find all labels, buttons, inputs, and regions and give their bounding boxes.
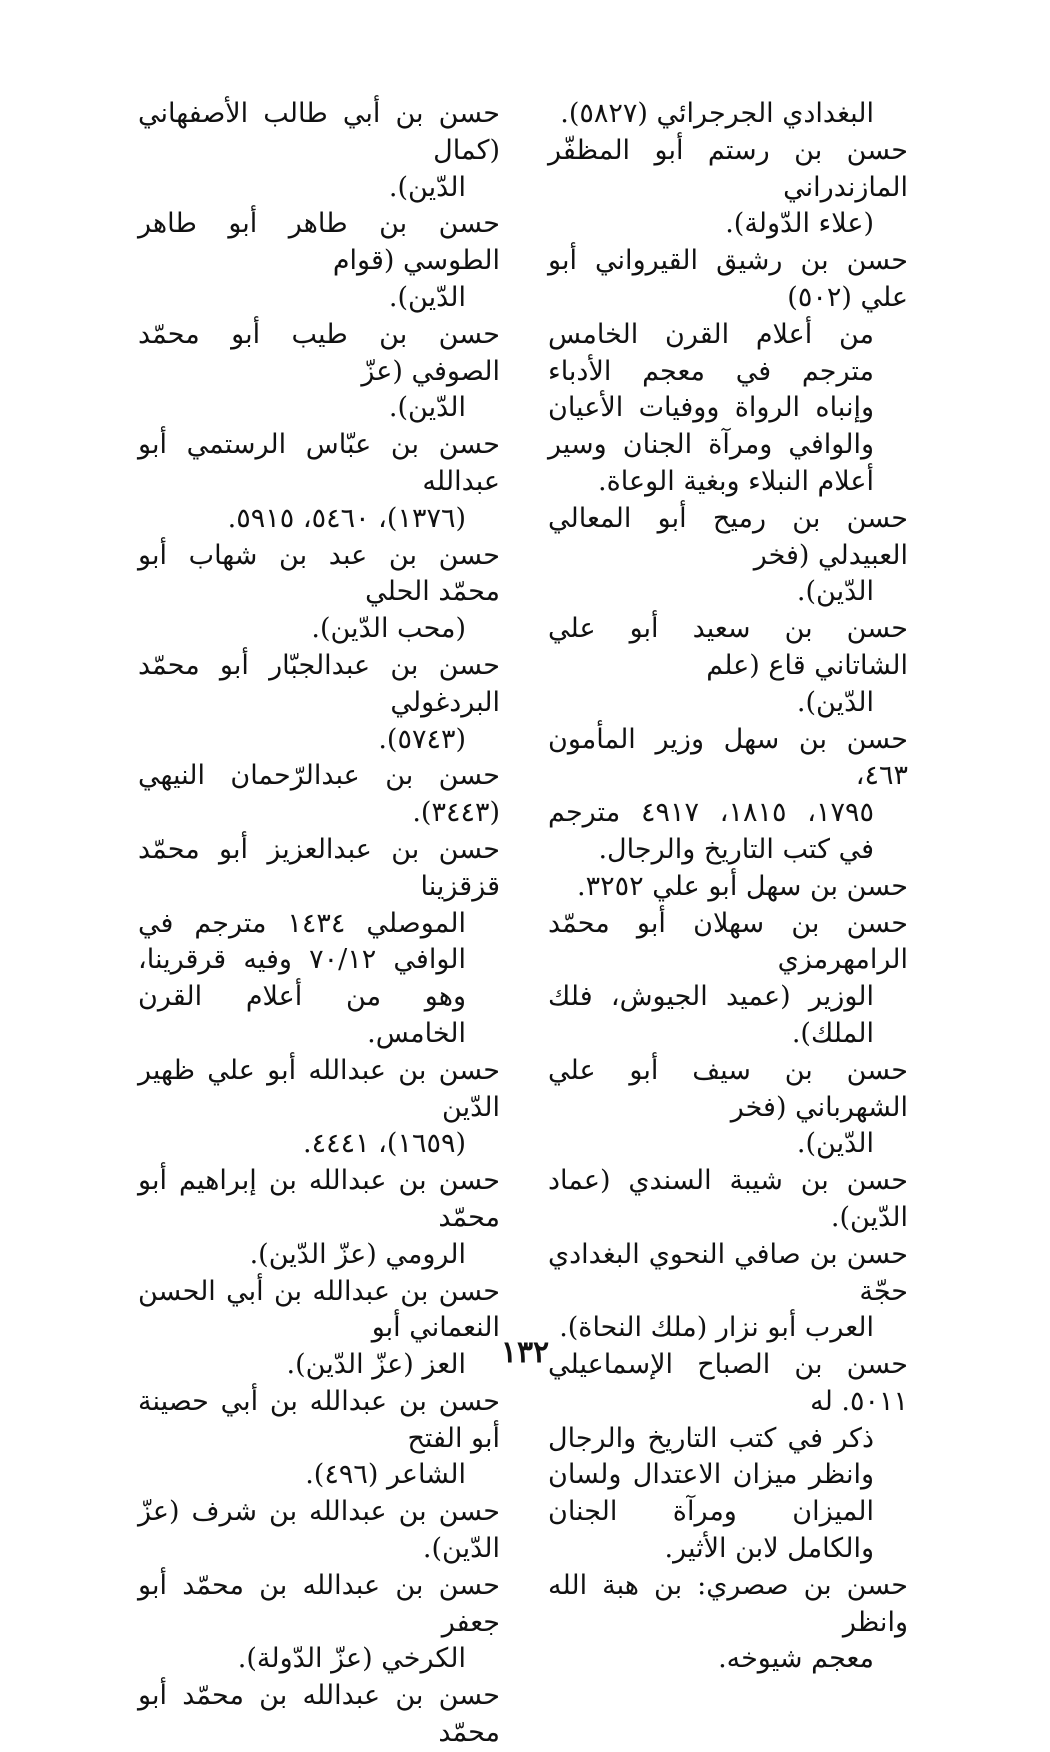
index-entry xyxy=(138,648,500,758)
index-entry xyxy=(548,501,908,611)
entry-heading-line: حسن بن الصباح الإسماعيلي ٥٠١١. له xyxy=(548,1349,908,1417)
entry-heading-line: حسن بن عبد بن شهاب أبو محمّد الحلي xyxy=(138,539,500,608)
entry-heading-line: حسن بن سهل وزير المأمون ٤٦٣، xyxy=(548,723,908,792)
entry-continuation: الدّين). xyxy=(388,281,466,313)
entry-heading-line: حسن بن عبدالرّحمان النيهي (٣٤٤٣). xyxy=(138,760,500,829)
entry-heading-line: حسن بن عبدالله بن أبي الحسن النعماني أبو xyxy=(138,1275,500,1344)
entry-heading-line: حسن بن عبدالله بن شرف (عزّ الدّين). xyxy=(138,1496,500,1565)
index-entry xyxy=(548,1237,908,1347)
entry-continuation: العرب أبو نزار (ملك النحاة). xyxy=(559,1312,874,1344)
index-entry xyxy=(548,1347,908,1568)
entry-continuation: الدّين). xyxy=(796,1128,874,1160)
right-column xyxy=(548,96,908,1678)
index-entry xyxy=(548,722,908,869)
entry-continuation: (٥٧٤٣). xyxy=(378,723,466,755)
entry-continuation: العز (عزّ الدّين). xyxy=(286,1349,466,1381)
entry-heading-line: حسن بن رميح أبو المعالي العبيدلي (فخر xyxy=(548,502,908,571)
index-entry xyxy=(138,538,500,648)
index-entry xyxy=(548,243,908,501)
entry-continuation: الدّين). xyxy=(796,686,874,718)
entry-heading-line: حسن بن عبدالجبّار أبو محمّد البردغولي xyxy=(138,649,500,718)
entry-continuation: الدّين). xyxy=(796,576,874,608)
entry-continuation: (١٣٧٦)، ٥٤٦٠، ٥٩١٥. xyxy=(227,502,466,534)
entry-heading-line: حسن بن رشيق القيرواني أبو علي (٥٠٢) xyxy=(548,245,908,313)
entry-continuation: (علاء الدّولة). xyxy=(725,208,874,240)
index-entry xyxy=(138,427,500,537)
entry-continuation: الدّين). xyxy=(388,392,466,424)
index-entry xyxy=(548,611,908,721)
entry-heading-line: حسن بن رستم أبو المظفّر المازندراني xyxy=(548,134,908,203)
entry-heading-line: حسن بن عبّاس الرستمي أبو عبدالله xyxy=(138,429,500,497)
entry-heading-line: حسن بن صصري: بن هبة الله وانظر xyxy=(548,1569,908,1638)
index-entry xyxy=(138,1494,500,1568)
entry-continuation: الموصلي ١٤٣٤ مترجم في الوافي ٧٠/١٢ وفيه قرقرينا، وهو من أعلام القرن الخامس. xyxy=(138,907,466,1049)
entry-heading-line: حسن بن عبدالله بن أبي حصينة أبو الفتح xyxy=(138,1385,500,1454)
index-entry xyxy=(138,1053,500,1163)
page-number: ١٣٢ xyxy=(500,1335,550,1370)
entry-continuation: الوزير (عميد الجيوش، فلك الملك). xyxy=(548,981,874,1049)
entry-heading-line: حسن بن عبدالله بن محمّد أبو جعفر xyxy=(138,1569,500,1638)
index-entry xyxy=(138,1678,500,1752)
entry-continuation: معجم شيوخه. xyxy=(718,1643,874,1675)
entry-heading-line: حسن بن سعيد أبو علي الشاتاني قاع (علم xyxy=(548,613,908,681)
entry-continuation: (محب الدّين). xyxy=(311,613,466,645)
entry-heading-line: حسن بن عبدالعزيز أبو محمّد قزقزينا xyxy=(138,833,500,902)
entry-heading-line: حسن بن عبدالله بن إبراهيم أبو محمّد xyxy=(138,1165,500,1233)
index-entry xyxy=(548,1053,908,1163)
entry-continuation: الدّين). xyxy=(388,171,466,203)
index-entry xyxy=(548,869,908,906)
entry-heading-line: حسن بن عبدالله أبو علي ظهير الدّين xyxy=(138,1054,500,1123)
entry-heading-line: حسن بن أبي طالب الأصفهاني (كمال xyxy=(138,98,500,166)
entry-continuation: البغدادي الجرجرائي (٥٨٢٧). xyxy=(560,98,874,129)
index-entry xyxy=(138,758,500,832)
index-entry xyxy=(548,133,908,243)
left-column xyxy=(138,96,500,1752)
entry-heading-line: حسن بن طيب أبو محمّد الصوفي (عزّ xyxy=(138,318,500,387)
index-entry xyxy=(138,317,500,427)
entry-heading-line: حسن بن سهلان أبو محمّد الرامهرمزي xyxy=(548,907,908,976)
index-entry xyxy=(548,1568,908,1678)
index-entry xyxy=(138,96,500,206)
entry-heading-line: حسن بن شيبة السندي (عماد الدّين). xyxy=(548,1165,908,1233)
entry-heading-line: حسن بن سيف أبو علي الشهرباني (فخر xyxy=(548,1054,908,1123)
entry-heading-line: حسن بن طاهر أبو طاهر الطوسي (قوام xyxy=(138,208,500,277)
index-entry xyxy=(548,96,908,133)
entry-continuation: الشاعر (٤٩٦). xyxy=(305,1459,466,1491)
index-entry xyxy=(138,206,500,316)
index-entry xyxy=(548,906,908,1053)
entry-heading-line: حسن بن عبدالله بن محمّد أبو محمّد xyxy=(138,1680,500,1749)
index-entry xyxy=(548,1163,908,1237)
entry-continuation: ١٧٩٥، ١٨١٥، ٤٩١٧ مترجم في كتب التاريخ والرجال. xyxy=(548,797,874,865)
entry-heading-line: حسن بن سهل أبو علي ٣٢٥٢. xyxy=(577,870,908,902)
index-entry xyxy=(138,1568,500,1678)
index-entry xyxy=(138,1163,500,1273)
entry-continuation: من أعلام القرن الخامس مترجم في معجم الأدباء وإنباه الرواة ووفيات الأعيان والوافي ومرآة الجنان وسير أعلام النبلاء وبغية الوعاة. xyxy=(548,318,874,497)
index-entry xyxy=(138,832,500,1053)
entry-heading-line: حسن بن صافي النحوي البغدادي حجّة xyxy=(548,1238,908,1307)
entry-continuation: (١٦٥٩)، ٤٤٤١. xyxy=(302,1128,466,1160)
entry-continuation: الرومي (عزّ الدّين). xyxy=(249,1238,466,1270)
index-entry xyxy=(138,1384,500,1494)
entry-continuation: الكرخي (عزّ الدّولة). xyxy=(237,1643,466,1675)
entry-continuation: ذكر في كتب التاريخ والرجال وانظر ميزان الاعتدال ولسان الميزان ومرآة الجنان والكامل لابن الأثير. xyxy=(548,1422,874,1565)
